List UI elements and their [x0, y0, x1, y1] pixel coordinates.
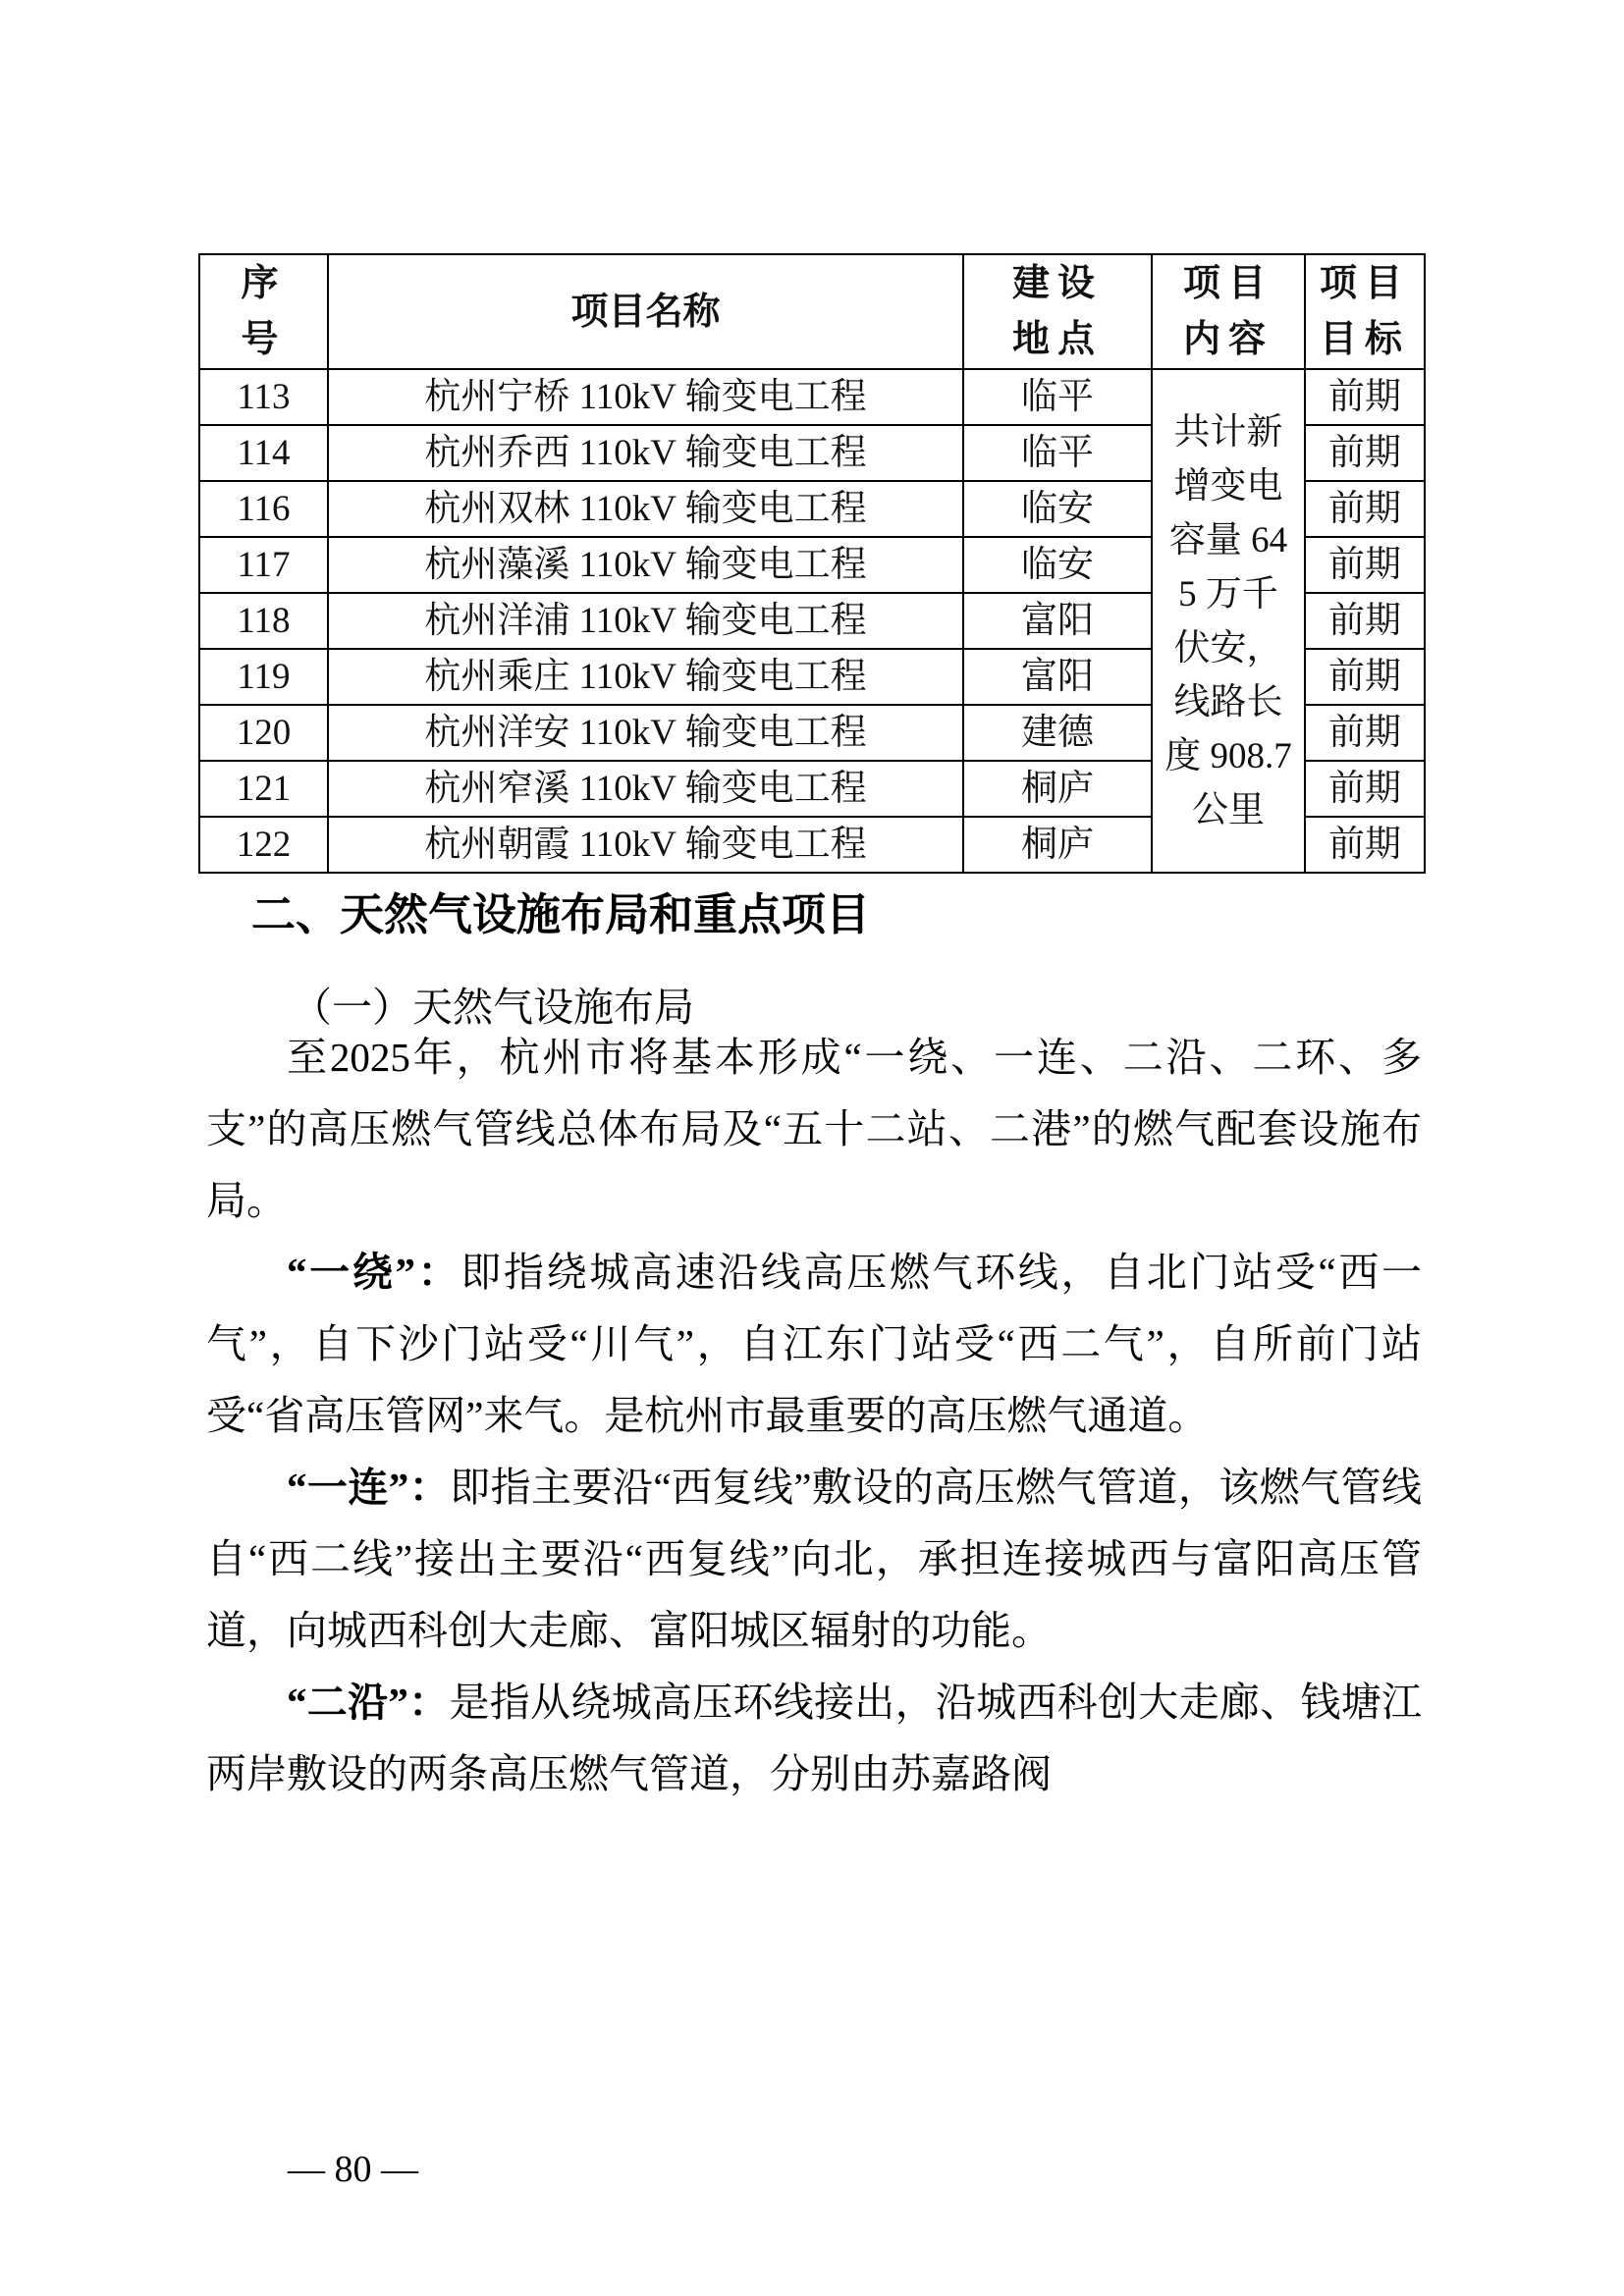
table-header-row — [199, 254, 1425, 369]
body-text-block — [206, 1022, 1422, 1810]
cell-no: 113 — [199, 369, 328, 425]
table-row — [199, 369, 1425, 425]
cell-name: 杭州朝霞 110kV 输变电工程 — [328, 817, 963, 873]
col-header-no — [199, 254, 328, 369]
projects-table — [198, 253, 1426, 874]
cell-name: 杭州双林 110kV 输变电工程 — [328, 481, 963, 537]
cell-name: 杭州窄溪 110kV 输变电工程 — [328, 761, 963, 817]
col-header-location-label: 建设地点 — [1011, 262, 1103, 360]
paragraph-yirao — [206, 1237, 1422, 1452]
cell-goal: 前期 — [1305, 537, 1425, 593]
cell-goal: 前期 — [1305, 705, 1425, 761]
cell-name: 杭州洋浦 110kV 输变电工程 — [328, 593, 963, 649]
cell-no: 114 — [199, 425, 328, 481]
cell-name: 杭州乘庄 110kV 输变电工程 — [328, 649, 963, 705]
cell-goal: 前期 — [1305, 369, 1425, 425]
cell-location: 临平 — [963, 369, 1152, 425]
subsection-heading-gas-layout: （一）天然气设施布局 — [292, 985, 694, 1030]
col-header-content-label: 项目内容 — [1182, 262, 1273, 360]
page-number: — 80 — — [288, 2149, 418, 2190]
cell-no: 118 — [199, 593, 328, 649]
paragraph-eryan — [206, 1667, 1422, 1810]
paragraph-eryan-lead: “二沿”： — [287, 1680, 450, 1725]
cell-no: 116 — [199, 481, 328, 537]
cell-location: 临平 — [963, 425, 1152, 481]
cell-name: 杭州洋安 110kV 输变电工程 — [328, 705, 963, 761]
cell-no: 121 — [199, 761, 328, 817]
cell-name: 杭州宁桥 110kV 输变电工程 — [328, 369, 963, 425]
cell-no: 119 — [199, 649, 328, 705]
cell-location: 桐庐 — [963, 761, 1152, 817]
paragraph-yilian — [206, 1452, 1422, 1667]
col-header-name — [328, 254, 963, 369]
cell-location: 富阳 — [963, 649, 1152, 705]
col-header-content — [1152, 254, 1305, 369]
col-header-goal-label: 项目目标 — [1319, 262, 1410, 360]
col-header-name-label: 项目名称 — [570, 291, 721, 333]
merged-content-cell: 共计新增变电容量 645 万千伏安，线路长度 908.7 公里 — [1152, 369, 1305, 873]
cell-no: 117 — [199, 537, 328, 593]
cell-goal: 前期 — [1305, 481, 1425, 537]
cell-location: 富阳 — [963, 593, 1152, 649]
paragraph-eryan-text: 是指从绕城高压环线接出，沿城西科创大走廊、钱塘江两岸敷设的两条高压燃气管道，分别由苏嘉路阀 — [206, 1680, 1423, 1796]
cell-location: 临安 — [963, 481, 1152, 537]
cell-goal: 前期 — [1305, 649, 1425, 705]
cell-goal: 前期 — [1305, 593, 1425, 649]
col-header-location — [963, 254, 1152, 369]
cell-location: 临安 — [963, 537, 1152, 593]
paragraph-yirao-lead: “一绕”： — [287, 1250, 461, 1295]
projects-table-wrap — [198, 253, 1426, 874]
cell-name: 杭州乔西 110kV 输变电工程 — [328, 425, 963, 481]
col-header-goal — [1305, 254, 1425, 369]
paragraph-yilian-text: 即指主要沿“西复线”敷设的高压燃气管道，该燃气管线自“西二线”接出主要沿“西复线”向北，承担连接城西与富阳高压管道，向城西科创大走廊、富阳城区辐射的功能。 — [206, 1465, 1422, 1653]
cell-goal: 前期 — [1305, 761, 1425, 817]
cell-location: 桐庐 — [963, 817, 1152, 873]
col-header-no-label: 序号 — [241, 262, 287, 360]
cell-goal: 前期 — [1305, 425, 1425, 481]
cell-no: 120 — [199, 705, 328, 761]
paragraph-yirao-text: 即指绕城高速沿线高压燃气环线，自北门站受“西一气”，自下沙门站受“川气”，自江东门站受“西二气”，自所前门站受“省高压管网”来气。是杭州市最重要的高压燃气通道。 — [206, 1250, 1422, 1438]
cell-goal: 前期 — [1305, 817, 1425, 873]
cell-location: 建德 — [963, 705, 1152, 761]
cell-name: 杭州藻溪 110kV 输变电工程 — [328, 537, 963, 593]
cell-no: 122 — [199, 817, 328, 873]
paragraph-overview: 至2025年，杭州市将基本形成“一绕、一连、二沿、二环、多支”的高压燃气管线总体布局及“五十二站、二港”的燃气配套设施布局。 — [206, 1035, 1422, 1223]
paragraph-yilian-lead: “一连”： — [287, 1465, 451, 1510]
section-heading-gas: 二、天然气设施布局和重点项目 — [251, 889, 871, 939]
